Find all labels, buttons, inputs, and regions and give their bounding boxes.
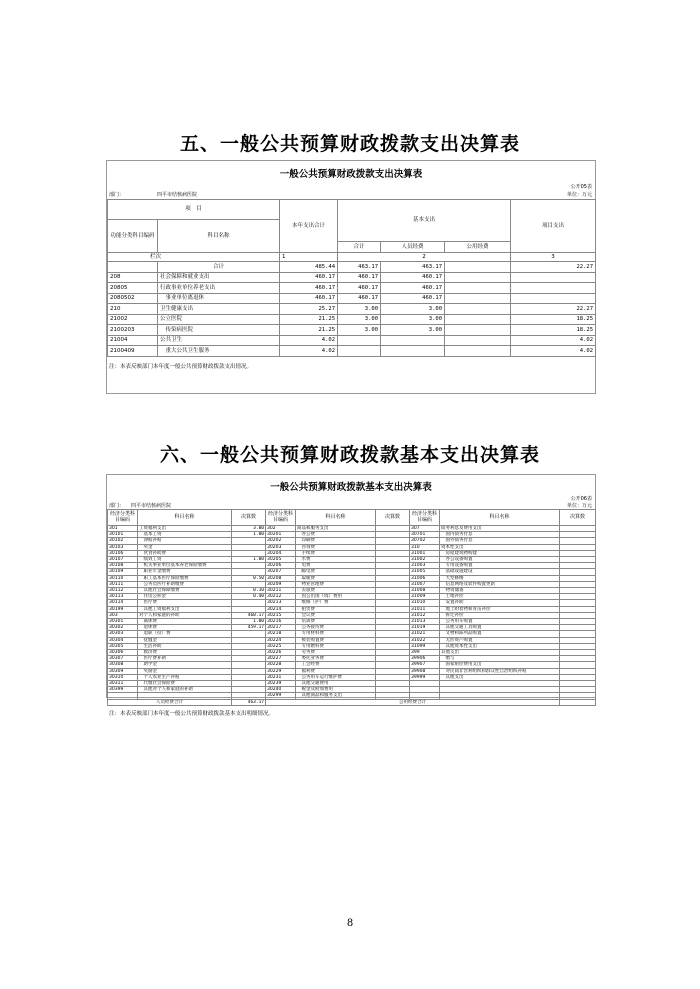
- table2-note: 注：本表反映部门本年度一般公共预算财政拨款基本支出明细情况。: [109, 710, 275, 717]
- cell-name: 国家赔偿费用支出: [440, 662, 560, 668]
- t2-header-amount-2: 决算数: [376, 510, 410, 526]
- cell-name: 救济费: [138, 650, 232, 656]
- cell-code: 30302: [108, 625, 138, 631]
- cell-name: 其他支出: [440, 674, 560, 680]
- cell-name: 安置补助: [440, 600, 560, 606]
- personnel-total-value: 463.17: [232, 699, 266, 705]
- cell-name: 赠与: [440, 656, 560, 662]
- cell-name: 医疗费: [138, 600, 232, 606]
- cell-code: 39907: [410, 662, 440, 668]
- t2-header-amount-1: 决算数: [232, 510, 266, 526]
- cell-code: 30227: [266, 656, 296, 662]
- header-subject: 科目名称: [158, 220, 280, 253]
- table2-frame: [106, 474, 596, 717]
- cell-name: 办公设备购置: [440, 557, 560, 563]
- table1-meta: [107, 183, 595, 199]
- cell-code: 30215: [266, 612, 296, 618]
- cell-code: 30211: [266, 588, 296, 594]
- row-project: 4.02: [511, 346, 596, 357]
- t2-header-code-3: 经济分类科目编码: [410, 510, 440, 526]
- table-row: [108, 293, 596, 304]
- row-basic-sum: 463.17: [338, 262, 381, 273]
- row-subject: 事业单位离退休: [158, 293, 280, 304]
- table1-dept-name: 四平市结核病医院: [157, 192, 198, 198]
- section2-heading: 六、一般公共预算财政拨款基本支出决算表: [159, 444, 540, 466]
- section1-heading: 五、一般公共预算财政拨款支出决算表: [179, 133, 520, 155]
- t2-header-code-1: 经济分类科目编码: [108, 510, 138, 526]
- cell-name: 大型修缮: [440, 575, 560, 581]
- cell-amount: 1.00: [232, 619, 266, 625]
- cell-code: 30225: [266, 643, 296, 649]
- cell-name: 职工基本医疗保险缴费: [138, 575, 232, 581]
- row-subject: 传染病医院: [158, 325, 280, 336]
- cell-code: 30110: [108, 575, 138, 581]
- row-basic-sum: 460.17: [338, 283, 381, 294]
- cell-name: 工资福利支出: [138, 526, 232, 532]
- cell-name: 专用燃料费: [296, 643, 376, 649]
- cell-code: 30112: [108, 588, 138, 594]
- cell-name: 伙食补助费: [138, 550, 232, 556]
- cell-name: 助学金: [138, 662, 232, 668]
- cell-name: 津贴补贴: [138, 538, 232, 544]
- row-code: [108, 262, 158, 273]
- col-index-1: 1: [280, 253, 338, 262]
- row-basic-sum: 460.17: [338, 293, 381, 304]
- cell-name: 税金及附加费用: [296, 687, 376, 693]
- row-project: 22.27: [511, 262, 596, 273]
- table-row: [108, 325, 596, 336]
- header-personnel: 人员经费: [381, 242, 445, 253]
- cell-code: 30103: [108, 544, 138, 550]
- public-total-value: [560, 699, 596, 705]
- cell-code: 30310: [108, 674, 138, 680]
- cell-code: 30207: [266, 569, 296, 575]
- cell-code: 31002: [410, 557, 440, 563]
- cell-code: 31022: [410, 637, 440, 643]
- cell-code: 30204: [266, 550, 296, 556]
- row-subject: 社会保障和就业支出: [158, 272, 280, 283]
- row-public: [445, 314, 511, 325]
- row-subject: 卫生健康支出: [158, 304, 280, 315]
- cell-name: 被装购置费: [296, 637, 376, 643]
- cell-name: 拆迁补偿: [440, 612, 560, 618]
- cell-name: 个人农业生产补贴: [138, 674, 232, 680]
- cell-code: 31012: [410, 612, 440, 618]
- cell-name: 奖金: [138, 544, 232, 550]
- cell-code: 30101: [108, 532, 138, 538]
- cell-name: 工会经费: [296, 662, 376, 668]
- cell-amount: 0.10: [232, 588, 266, 594]
- row-personnel: [381, 335, 445, 346]
- cell-name: 公务用车运行维护费: [296, 674, 376, 680]
- col-index-3: 3: [511, 253, 596, 262]
- row-code: 21004: [108, 335, 158, 346]
- table1-dept-label: 部门：: [109, 192, 125, 198]
- row-project: 22.27: [511, 304, 596, 315]
- row-personnel: 460.17: [381, 293, 445, 304]
- cell-name: 基本工资: [138, 532, 232, 538]
- row-subject: 行政事业单位养老支出: [158, 283, 280, 294]
- row-basic-sum: [338, 335, 381, 346]
- cell-code: 30111: [108, 581, 138, 587]
- cell-code: 30240: [266, 687, 296, 693]
- t2-header-name-1: 科目名称: [138, 510, 232, 526]
- cell-code: 30218: [266, 631, 296, 637]
- cell-name: 信息网络及软件购置更新: [440, 581, 560, 587]
- row-basic-sum: 3.00: [338, 325, 381, 336]
- table-row: [108, 272, 596, 283]
- cell-name: 绩效工资: [138, 557, 232, 563]
- table-row: [108, 346, 596, 357]
- cell-code: 30206: [266, 563, 296, 569]
- cell-code: 303: [108, 612, 138, 618]
- cell-name: 文物和陈列品购置: [440, 631, 560, 637]
- cell-code: 30301: [108, 619, 138, 625]
- cell-name: 维修（护）费: [296, 600, 376, 606]
- public-total-label: 公用经费合计: [266, 699, 560, 705]
- cell-name: 债务利息及费用支出: [440, 526, 560, 532]
- cell-name: 水费: [296, 557, 376, 563]
- cell-name: 地上附着物和青苗补偿: [440, 606, 560, 612]
- cell-name: 其他资本性支出: [440, 643, 560, 649]
- cell-code: 31013: [410, 619, 440, 625]
- table1: [107, 199, 596, 357]
- table2-title: 一般公共预算财政拨款基本支出决算表: [270, 482, 432, 493]
- row-project: [511, 272, 596, 283]
- cell-code: 30106: [108, 550, 138, 556]
- cell-code: 30201: [266, 532, 296, 538]
- table-row: [108, 335, 596, 346]
- cell-name: 退休费: [138, 625, 232, 631]
- cell-name: 公务用车购置: [440, 619, 560, 625]
- header-func-code: 功能分类科目编码: [108, 220, 158, 253]
- cell-code: 30108: [108, 563, 138, 569]
- cell-name: 取暖费: [296, 575, 376, 581]
- row-total: 21.25: [280, 325, 338, 336]
- row-basic-sum: [338, 346, 381, 357]
- cell-code: 31019: [410, 625, 440, 631]
- row-public: [445, 283, 511, 294]
- cell-name: 奖励金: [138, 668, 232, 674]
- cell-amount: 3.00: [232, 526, 266, 532]
- header-basic: 基本支出: [338, 200, 511, 242]
- row-subject: 公立医院: [158, 314, 280, 325]
- cell-code: 39908: [410, 668, 440, 674]
- cell-code: 30203: [266, 544, 296, 550]
- cell-name: 物资储备: [440, 588, 560, 594]
- cell-name: 印刷费: [296, 538, 376, 544]
- cell-code: 30224: [266, 637, 296, 643]
- table1-frame: [106, 160, 596, 394]
- col-label: 栏次: [108, 253, 280, 262]
- cell-code: 30208: [266, 575, 296, 581]
- cell-code: 31010: [410, 600, 440, 606]
- cell-name: 其他交通费用: [296, 681, 376, 687]
- row-total: 460.17: [280, 283, 338, 294]
- cell-name: 因公出国（境）费用: [296, 594, 376, 600]
- cell-name: 公务接待费: [296, 625, 376, 631]
- cell-amount: 459.17: [232, 625, 266, 631]
- cell-name: 基础设施建设: [440, 569, 560, 575]
- table2-dept-name: 四平市结核病医院: [131, 503, 172, 509]
- row-total: 4.02: [280, 346, 338, 357]
- header-sum: 合计: [338, 242, 381, 253]
- cell-code: 30213: [266, 600, 296, 606]
- cell-amount: 0.40: [232, 594, 266, 600]
- table2-meta: [107, 493, 595, 509]
- cell-code: 30306: [108, 650, 138, 656]
- cell-name: 公务员医疗补助缴费: [138, 581, 232, 587]
- cell-name: 差旅费: [296, 588, 376, 594]
- row-project: 18.25: [511, 314, 596, 325]
- cell-name: 咨询费: [296, 544, 376, 550]
- row-basic-sum: 3.00: [338, 304, 381, 315]
- cell-name: 抚恤金: [138, 637, 232, 643]
- cell-code: 31008: [410, 588, 440, 594]
- row-code: 2080502: [108, 293, 158, 304]
- cell-code: 30309: [108, 668, 138, 674]
- t2-header-name-2: 科目名称: [296, 510, 376, 526]
- cell-code: 30311: [108, 681, 138, 687]
- row-subject: 合计: [158, 262, 280, 273]
- header-public: 公用经费: [445, 242, 511, 253]
- cell-amount: 1.00: [232, 532, 266, 538]
- row-personnel: 463.17: [381, 262, 445, 273]
- cell-code: 30239: [266, 681, 296, 687]
- row-public: [445, 335, 511, 346]
- table2: [107, 509, 596, 706]
- row-project: 4.02: [511, 335, 596, 346]
- cell-name: 委托业务费: [296, 656, 376, 662]
- cell-code: 30107: [108, 557, 138, 563]
- cell-code: 31001: [410, 550, 440, 556]
- table2-form-code: 公开06表: [570, 496, 592, 502]
- cell-name: 土地补偿: [440, 594, 560, 600]
- row-subject: 重大公共卫生服务: [158, 346, 280, 357]
- row-total: 4.02: [280, 335, 338, 346]
- row-code: 210: [108, 304, 158, 315]
- cell-name: 会议费: [296, 612, 376, 618]
- cell-code: 30212: [266, 594, 296, 600]
- cell-code: 302: [266, 526, 296, 532]
- cell-code: 30231: [266, 674, 296, 680]
- cell-code: 31021: [410, 631, 440, 637]
- row-total: 485.44: [280, 262, 338, 273]
- row-project: [511, 293, 596, 304]
- cell-code: 399: [410, 650, 440, 656]
- cell-name: 无形资产购置: [440, 637, 560, 643]
- cell-amount: 0.50: [232, 575, 266, 581]
- row-total: 460.17: [280, 272, 338, 283]
- table-row: [108, 314, 596, 325]
- cell-code: 31007: [410, 581, 440, 587]
- cell-name: 住房公积金: [138, 594, 232, 600]
- cell-name: 资本性支出: [440, 544, 560, 550]
- header-project-exp: 项目支出: [511, 200, 596, 253]
- table-row: [108, 304, 596, 315]
- table1-form-code: 公开05表: [570, 184, 592, 190]
- row-personnel: 3.00: [381, 325, 445, 336]
- cell-name: 生活补助: [138, 643, 232, 649]
- cell-name: 国外债务付息: [440, 538, 560, 544]
- table1-note: 注：本表反映部门本年度一般公共预算财政拨款支出情况。: [109, 363, 253, 370]
- cell-amount: 460.17: [232, 612, 266, 618]
- cell-name: 机关事业单位基本养老保险缴费: [138, 563, 232, 569]
- table2-unit: 单位：万元: [566, 503, 592, 509]
- row-public: [445, 304, 511, 315]
- row-project: 18.25: [511, 325, 596, 336]
- table1-unit: 单位：万元: [566, 192, 592, 198]
- row-total: 25.27: [280, 304, 338, 315]
- cell-code: 30113: [108, 594, 138, 600]
- cell-name: 福利费: [296, 668, 376, 674]
- cell-code: 30114: [108, 600, 138, 606]
- cell-code: 31011: [410, 606, 440, 612]
- row-code: 2100203: [108, 325, 158, 336]
- cell-code: 30199: [108, 606, 138, 612]
- cell-code: 31003: [410, 563, 440, 569]
- table2-dept-label: 部门：: [109, 503, 125, 509]
- cell-code: 30216: [266, 619, 296, 625]
- cell-name: 邮电费: [296, 569, 376, 575]
- table1-title: 一般公共预算财政拨款支出决算表: [279, 169, 423, 180]
- cell-code: 31005: [410, 569, 440, 575]
- row-personnel: 460.17: [381, 283, 445, 294]
- row-basic-sum: 3.00: [338, 314, 381, 325]
- row-code: 20805: [108, 283, 158, 294]
- row-personnel: 3.00: [381, 314, 445, 325]
- cell-name: 国内债务付息: [440, 532, 560, 538]
- row-code: 208: [108, 272, 158, 283]
- cell-code: 310: [410, 544, 440, 550]
- cell-code: 30701: [410, 532, 440, 538]
- personnel-total-label: 人员经费合计: [108, 699, 232, 705]
- cell-name: 其他支出: [440, 650, 560, 656]
- cell-code: 301: [108, 526, 138, 532]
- row-public: [445, 262, 511, 273]
- row-personnel: 460.17: [381, 272, 445, 283]
- col-index-2: 2: [338, 253, 511, 262]
- cell-code: 39999: [410, 674, 440, 680]
- row-subject: 公共卫生: [158, 335, 280, 346]
- cell-amount: 1.00: [232, 557, 266, 563]
- table-row: [108, 262, 596, 273]
- cell-code: 30299: [266, 693, 296, 699]
- cell-name: 办公费: [296, 532, 376, 538]
- header-project: 项 目: [108, 200, 280, 220]
- cell-code: 30202: [266, 538, 296, 544]
- cell-name: 其他商品和服务支出: [296, 693, 376, 699]
- cell-code: 30229: [266, 668, 296, 674]
- cell-name: 对民间非营利组织和群众性自治组织补贴: [440, 668, 560, 674]
- cell-name: 专用材料费: [296, 631, 376, 637]
- header-total: 本年支出合计: [280, 200, 338, 253]
- cell-code: 30209: [266, 581, 296, 587]
- cell-name: 商品和服务支出: [296, 526, 376, 532]
- cell-name: 手续费: [296, 550, 376, 556]
- t2-header-code-2: 经济分类科目编码: [266, 510, 296, 526]
- row-personnel: [381, 346, 445, 357]
- row-project: [511, 283, 596, 294]
- cell-name: 退职（役）费: [138, 631, 232, 637]
- cell-name: 租赁费: [296, 606, 376, 612]
- cell-code: 30307: [108, 656, 138, 662]
- cell-code: 30702: [410, 538, 440, 544]
- cell-code: 31009: [410, 594, 440, 600]
- cell-name: 医疗费补助: [138, 656, 232, 662]
- cell-code: 30226: [266, 650, 296, 656]
- row-public: [445, 272, 511, 283]
- cell-name: 职业年金缴费: [138, 569, 232, 575]
- cell-name: 房屋建筑物购建: [440, 550, 560, 556]
- cell-name: 对个人和家庭的补助: [138, 612, 232, 618]
- cell-name: 其他社会保障缴费: [138, 588, 232, 594]
- cell-code: 30303: [108, 631, 138, 637]
- cell-name: 专用设备购置: [440, 563, 560, 569]
- row-total: 21.25: [280, 314, 338, 325]
- cell-name: 代缴社会保险费: [138, 681, 232, 687]
- cell-code: 30109: [108, 569, 138, 575]
- cell-name: 电费: [296, 563, 376, 569]
- row-basic-sum: 460.17: [338, 272, 381, 283]
- cell-name: 物业管理费: [296, 581, 376, 587]
- cell-code: 30399: [108, 687, 138, 693]
- cell-code: 30304: [108, 637, 138, 643]
- cell-name: 培训费: [296, 619, 376, 625]
- cell-code: 30214: [266, 606, 296, 612]
- cell-name: 其他工资福利支出: [138, 606, 232, 612]
- cell-code: 39906: [410, 656, 440, 662]
- row-total: 460.17: [280, 293, 338, 304]
- row-public: [445, 293, 511, 304]
- t2-header-name-3: 科目名称: [440, 510, 560, 526]
- row-code: 21002: [108, 314, 158, 325]
- cell-code: 30308: [108, 662, 138, 668]
- t2-header-amount-3: 决算数: [560, 510, 596, 526]
- cell-code: 30305: [108, 643, 138, 649]
- cell-name: 劳务费: [296, 650, 376, 656]
- table-row: [108, 283, 596, 294]
- cell-code: 31099: [410, 643, 440, 649]
- cell-code: 31006: [410, 575, 440, 581]
- cell-code: 30102: [108, 538, 138, 544]
- cell-code: 307: [410, 526, 440, 532]
- cell-name: 其他对个人和家庭的补助: [138, 687, 232, 693]
- row-code: 2100409: [108, 346, 158, 357]
- page-number: 8: [346, 918, 354, 929]
- cell-name: 其他交通工具购置: [440, 625, 560, 631]
- cell-code: 30205: [266, 557, 296, 563]
- row-public: [445, 325, 511, 336]
- cell-code: 30228: [266, 662, 296, 668]
- cell-code: 30217: [266, 625, 296, 631]
- cell-name: 离休费: [138, 619, 232, 625]
- row-personnel: 3.00: [381, 304, 445, 315]
- row-public: [445, 346, 511, 357]
